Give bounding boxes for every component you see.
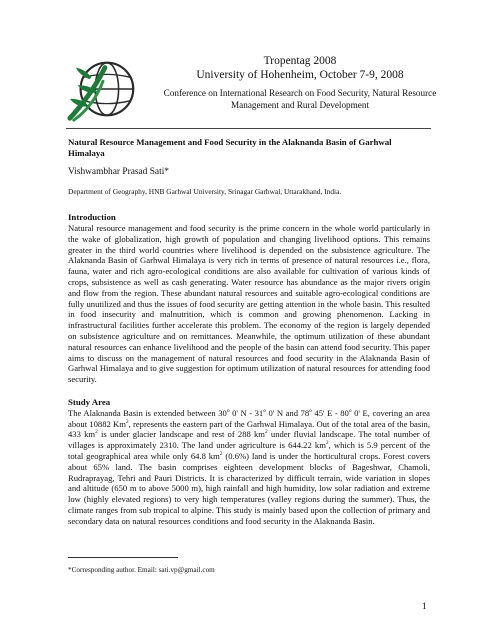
squared-sup: 2 [125, 418, 129, 425]
paper-body [68, 137, 430, 527]
degree-sup: o [309, 407, 312, 414]
degree-sup: o [226, 407, 230, 414]
squared-sup: 2 [95, 429, 98, 436]
study-area-text: under fluvial landscape. The total number of villages is approximately 2310. The land under agriculture is 644.22 km [68, 429, 430, 451]
introduction-heading: Introduction [68, 212, 116, 223]
study-area-text: , which is 5.9 percent of the total geographical area while only 64.8 km [68, 440, 430, 461]
author-affiliation: Department of Geography, HNB Garhwal University, Srinagar Garhwal, Uttarakhand, India. [68, 187, 342, 197]
conference-subtitle: Conference on International Research on Food Security, Natural Resource Management and Rural Development [163, 88, 437, 110]
squared-sup: 2 [219, 451, 223, 458]
paper-title: Natural Resource Management and Food Security in the Alaknanda Basin of Garhwal Himalaya [68, 137, 392, 158]
conference-header [150, 54, 450, 111]
squared-sup: 2 [325, 440, 329, 447]
conference-name: Tropentag 2008 [263, 55, 337, 67]
degree-sup: o [263, 407, 266, 414]
page-number: 1 [422, 602, 427, 612]
study-area-text: is under glacier landscape and rest of 288 km [97, 429, 265, 440]
study-area-paragraph [68, 408, 430, 527]
degree-sup: o [348, 407, 352, 414]
study-area-text: 0' N and 78 [265, 407, 310, 418]
study-area-text: 0' N - 31 [229, 407, 264, 418]
header-divider [66, 128, 431, 129]
corresponding-author-footnote: *Corresponding author. Email: sati.vp@gmail.com [68, 566, 215, 574]
author-name: Vishwambhar Prasad Sati* [68, 166, 169, 177]
conference-venue-date: University of Hohenheim, October 7-9, 2008 [196, 69, 404, 81]
study-area-text: The Alaknanda Basin is extended between 30 [68, 407, 227, 418]
study-area-text: , represents the eastern part of the Garhwal Himalaya. Out of the total area of the basin, 433 km [68, 418, 430, 440]
squared-sup: 2 [264, 429, 268, 436]
study-area-text: 45' E - 80 [311, 407, 349, 418]
study-area-text: 0' E, covering an area about 10882 Km [68, 407, 430, 429]
study-area-text: (0.6%) land is under the horticultural crops. Forest covers about 65% land. The basin comprises eighteen development blocks of Bageshwar, Chamoli, Rudraprayag, Tehri and Pauri Districts. It is characterized by difficult terrain, wide variation in slopes and altitude (650 m to above 5000 m), high rainfall and high humidity, low solar radiation and extreme low (highly elevated regions) to very high temperatures (valley regions during the summer). Thus, the climate ranges from sub tropical to alpine. This study is mainly based upon the collection of primary and secondary data on natural resources conditions and food security in the Alaknanda Basin. [68, 450, 430, 526]
introduction-paragraph: Natural resource management and food security is the prime concern in the whole world particularly in the wake of globalization, high growth of population and changing livelihood options. This remains greater in the third world countries where livelihood is depended on the subsistence agriculture. The Alaknanda Basin of Garhwal Himalaya is very rich in terms of presence of natural resources i.e., flora, fauna, water and rich agro-ecological conditions are also available for cultivation of various kinds of crops, subsistence as well as cash generating. Water resource has abundance as the major rivers origin and flow from the region. These abundant natural resources and suitable agro-ecological conditions are fully unutilized and thus the issues of food security are getting attention in the whole basin. This resulted in food insecurity and malnutrition, which is common and growing phenomenon. Lacking in infrastructural facilities further accelerate this problem. The economy of the region is largely depended on subsistence agriculture and on remittances. Meanwhile, the optimum utilization of these abundant natural resources can enhance livelihood and the people of the basin can attend food security. This paper aims to discuss on the management of natural resources and food security in the Alaknanda Basin of Garhwal Himalaya and to give suggestion for optimum utilization of natural resources for attending food security. [68, 222, 430, 385]
study-area-heading: Study Area [68, 396, 111, 407]
tropentag-logo [64, 50, 142, 128]
footnote-divider [68, 557, 178, 558]
